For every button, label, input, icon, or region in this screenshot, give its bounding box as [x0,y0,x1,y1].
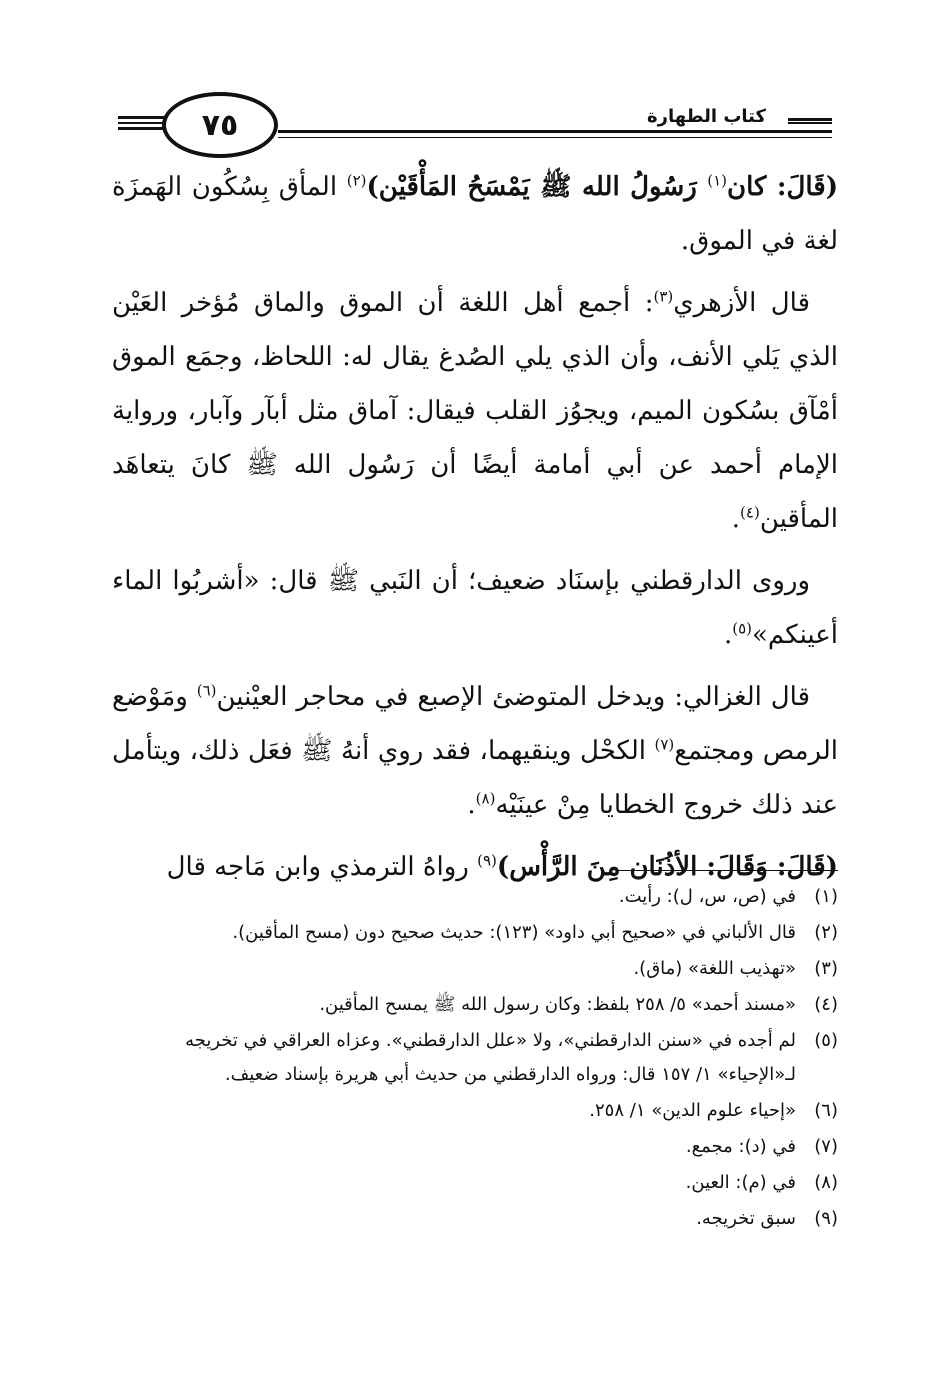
footnote-text: في (م): العين. [685,1172,796,1193]
footnote-number: (١) [814,886,838,907]
footnote-separator [618,870,838,871]
main-text [112,160,838,902]
p3-text-b: . [723,620,733,650]
paragraph-2 [112,276,838,546]
footnote-text: لم أجده في «سنن الدارقطني»، ولا «علل الدارقطني». وعزاه العراقي في تخريجه لـ«الإحياء» ١/ ١٥٧ قال: ورواه الدارقطني من حديث أبي هريرة بإسناد ضعيف. [185,1030,796,1085]
p3-text-a: وروى الدارقطني بإسنَاد ضعيف؛ أن النَبي ﷺ قال: «أشربُوا الماء أعينكم» [112,566,838,650]
page-header [118,92,832,164]
p5-quote: (قَالَ: وَقَالَ: الأذُنَان مِنَ الرَّأْس) [496,852,838,882]
footnote-ref-3: (٣) [653,287,674,306]
footnote-7 [112,1130,838,1164]
footnote-ref-8: (٨) [475,789,496,808]
footnote-5 [112,1024,838,1092]
footnote-number: (٨) [814,1172,838,1193]
footnote-number: (٧) [814,1136,838,1157]
footnote-2 [112,916,838,950]
p4-text-a: قال الغزالي: ويدخل المتوضئ الإصبع في محاجر العيْنين [216,682,811,712]
footnotes [112,880,838,1238]
header-rule-right [278,130,832,138]
paragraph-4 [112,670,838,832]
footnote-text: «تهذيب اللغة» (ماق). [633,958,796,979]
p4-text-b: ومَوْضع الرمص ومجتمع [112,682,839,766]
footnote-number: (٥) [814,1030,838,1051]
footnote-3 [112,952,838,986]
footnote-1 [112,880,838,914]
footnote-8 [112,1166,838,1200]
footnote-text: قال الألباني في «صحيح أبي داود» (١٢٣): حديث صحيح دون (مسح المأقين). [232,922,796,943]
footnote-number: (٢) [814,922,838,943]
footnote-text: «إحياء علوم الدين» ١/ ٢٥٨. [589,1100,796,1121]
footnote-number: (٤) [814,994,838,1015]
p1-quote: رَسُولُ الله ﷺ يَمْسَحُ المَأْقَيْن) [366,172,708,202]
footnote-text: في (ص، س، ل): رأيت. [618,886,796,907]
p4-text-d: . [467,790,476,820]
paragraph-1 [112,160,838,268]
footnote-9 [112,1202,838,1236]
p1-lead: (قَالَ: كان [727,172,839,202]
footnote-ref-7: (٧) [654,735,675,754]
footnote-ref-5: (٥) [732,619,752,638]
footnote-number: (٩) [814,1208,838,1229]
paragraph-3 [112,554,838,662]
footnote-number: (٦) [814,1100,838,1121]
footnote-ref-9: (٩) [477,851,497,870]
p4-text-c: الكحْل وينقيهما، فقد روي أنهُ ﷺ فعَل ذلك، ويتأمل عند ذلك خروج الخطايا مِنْ عينَيْه [112,736,838,820]
header-dash [788,118,832,124]
footnote-ref-2: (٢) [346,171,367,190]
footnote-text: في (د): مجمع. [685,1136,796,1157]
footnote-text: «مسند أحمد» ٥/ ٢٥٨ بلفظ: وكان رسول الله ﷺ يمسح المأقين. [319,994,796,1015]
footnote-4 [112,988,838,1022]
page-number: ٧٥ [162,92,278,158]
p2-text-b: : أجمع أهل اللغة أن الموق والماق مُؤخر العَيْن الذي يَلي الأنف، وأن الذي يلي الصُدغ يقال له: اللحاظ، وجمَع الموق أمْآق بسُكون الميم، ويجوُز القلب فيقال: آماق مثل أبآر وآبار، ورواية الإمام أحمد عن أبي أمامة أيضًا أن رَسُول الله ﷺ كانَ يتعاهَد المأقين [112,288,838,534]
footnote-number: (٣) [814,958,838,979]
footnote-ref-6: (٦) [196,681,217,700]
p2-text-c: . [731,504,741,534]
footnote-ref-4: (٤) [740,503,760,522]
footnote-6 [112,1094,838,1128]
running-title: كتاب الطهارة [639,106,774,127]
p1-tail: المأق بِسُكُون الهَمزَة لغة في الموق. [112,172,838,256]
footnote-text: سبق تخريجه. [696,1208,796,1229]
p2-text-a: قال الأزهري [673,288,810,318]
p5-text-b: رواهُ الترمذي وابن مَاجه قال [166,852,478,882]
footnote-ref-1: (١) [707,171,728,190]
